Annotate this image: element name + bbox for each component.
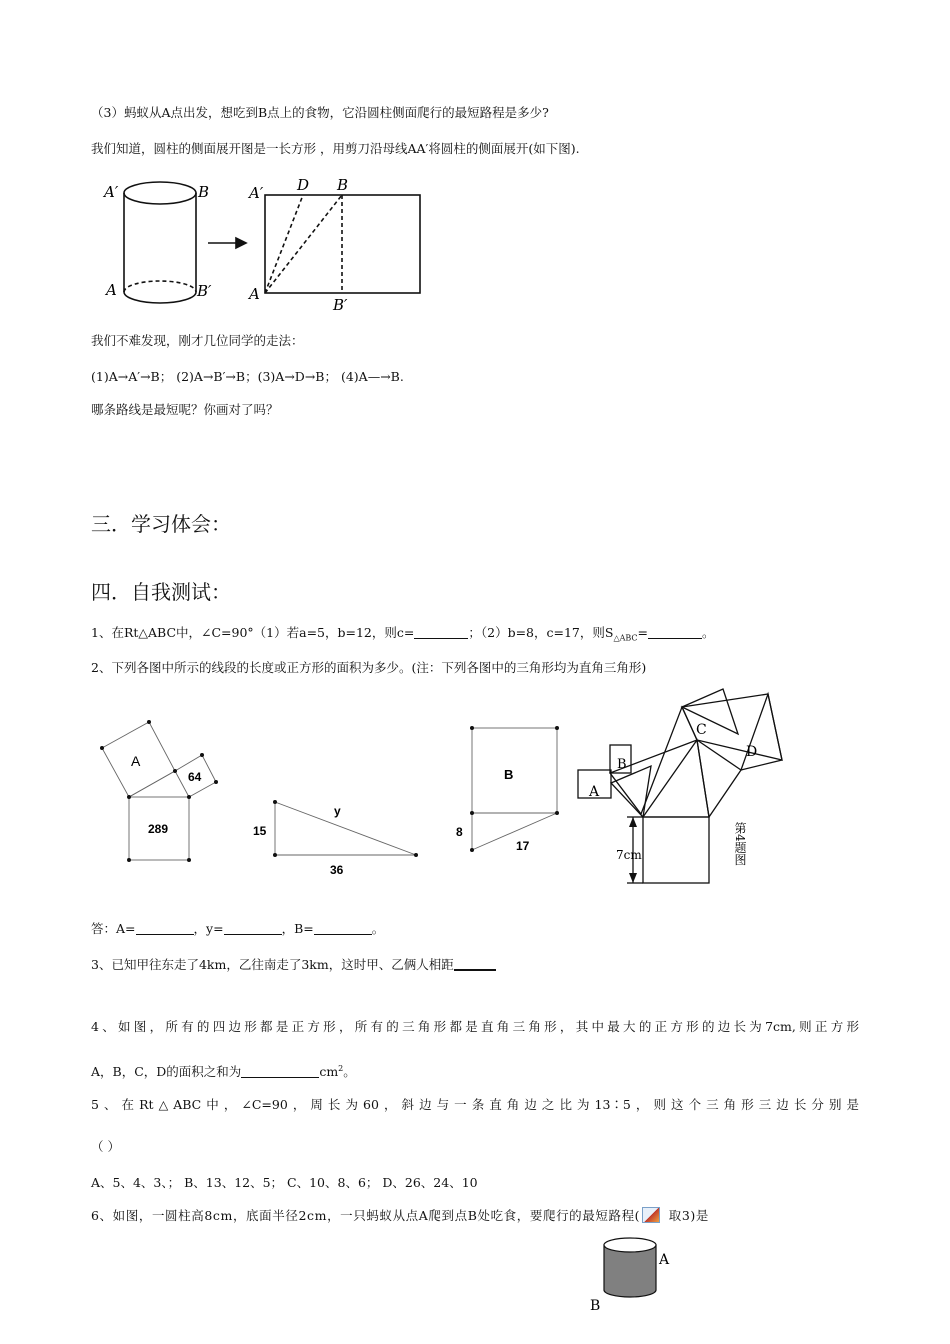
q4-unit: cm (319, 1064, 339, 1080)
label-square-c: C (696, 722, 707, 738)
label-a-1: A (106, 281, 117, 299)
label-square-b: B (504, 767, 514, 782)
label-b-prime-1: B′ (197, 282, 212, 300)
label-side-17: 17 (516, 839, 530, 853)
q3-text: 3、已知甲往东走了4km，乙往南走了3km，这时甲、乙俩人相距 (91, 957, 454, 972)
unfold-intro-text: 我们知道，圆柱的侧面展开图是一长方形 ，用剪刀沿母线AA′将圆柱的侧面展开(如下图). (91, 141, 580, 156)
q6-label-b: B (590, 1298, 601, 1314)
label-a-prime-2: A′ (249, 184, 264, 202)
label-square-64: 64 (188, 770, 202, 784)
label-b-prime-2: B′ (333, 296, 348, 314)
self-test-q5-line1: 5、在Rt△ABC中，∠C=90，周长为60，斜边与一条直角边之比为13∶5，则这个三角形三边长分别是 (91, 1097, 859, 1112)
label-side-8: 8 (456, 825, 463, 839)
q1-part-c: = (637, 625, 649, 640)
label-square-a-tree: A (589, 784, 600, 800)
q4-superscript: 2 (338, 1064, 344, 1073)
label-side-15: 15 (253, 824, 267, 838)
section-3-title: 三．学习体会： (91, 512, 231, 536)
self-test-q2: 2、下列各图中所示的线段的长度或正方形的面积为多少。(注：下列各图中的三角形均为直角三角形) (91, 660, 647, 675)
self-test-q4-line1: 4、如图，所有的四边形都是正方形，所有的三角形都是直角三角形，其中最大的正方形的边长为7cm,则正方形 (91, 1019, 859, 1034)
label-square-b-tree: B (617, 757, 627, 772)
q6-label-a: A (659, 1252, 670, 1268)
label-square-a: A (131, 753, 141, 769)
self-test-q5-line2: （ ） (91, 1139, 120, 1154)
label-b-2: B (337, 176, 349, 194)
answer-b-label: ，B= (281, 921, 314, 936)
discover-text: 我们不难发现，刚才几位同学的走法： (91, 333, 304, 348)
answer-y-label: ，y= (193, 921, 224, 936)
which-route-text: 哪条路线是最短呢？你画对了吗？ (91, 402, 279, 417)
section-4-title: 四．自我测试： (91, 580, 231, 604)
q1-subscript: △ABC (613, 633, 638, 643)
label-side-36: 36 (330, 863, 344, 877)
label-a-2: A (249, 285, 260, 303)
q1-part-a: 1、在Rt△ABC中，∠C=90°（1）若a=5，b=12，则c= (91, 625, 415, 640)
q6-text-a: 6、如图，一圆柱高8cm，底面半径2cm，一只蚂蚁从点A爬到点B处吃食，要爬行的最短路程( (91, 1208, 641, 1223)
label-square-d: D (746, 744, 758, 760)
self-test-q5-options: A、5、4、3、； B、13、12、5； C、10、8、6； D、26、24、10 (91, 1175, 478, 1190)
routes-text: (1)A→A′→B； (2)A→B′→B；(3)A→D→B； (4)A—→B. (91, 369, 404, 384)
q1-part-b: ；（2）b=8，c=17，则S (468, 625, 614, 640)
label-7cm: 7cm (616, 848, 642, 862)
label-square-289: 289 (148, 822, 169, 836)
q6-text-b: 取3)是 (662, 1208, 709, 1223)
question-3-text: （3）蚂蚁从A点出发，想吃到B点上的食物，它沿圆柱侧面爬行的最短路程是多少? (91, 105, 549, 120)
answer-end: 。 (371, 921, 385, 936)
q4-end: 。 (343, 1064, 356, 1080)
label-d-2: D (297, 176, 310, 194)
q6-cylinder (604, 1238, 656, 1297)
figure-4-caption: 第4题图 (733, 822, 747, 866)
label-side-y: y (334, 804, 341, 818)
label-b-1: B (198, 183, 210, 201)
label-a-prime-1: A′ (104, 183, 119, 201)
q4-text: A，B，C，D的面积之和为 (91, 1064, 242, 1080)
q1-end: 。 (702, 625, 715, 640)
answer-a-label: 答：A= (91, 921, 136, 936)
